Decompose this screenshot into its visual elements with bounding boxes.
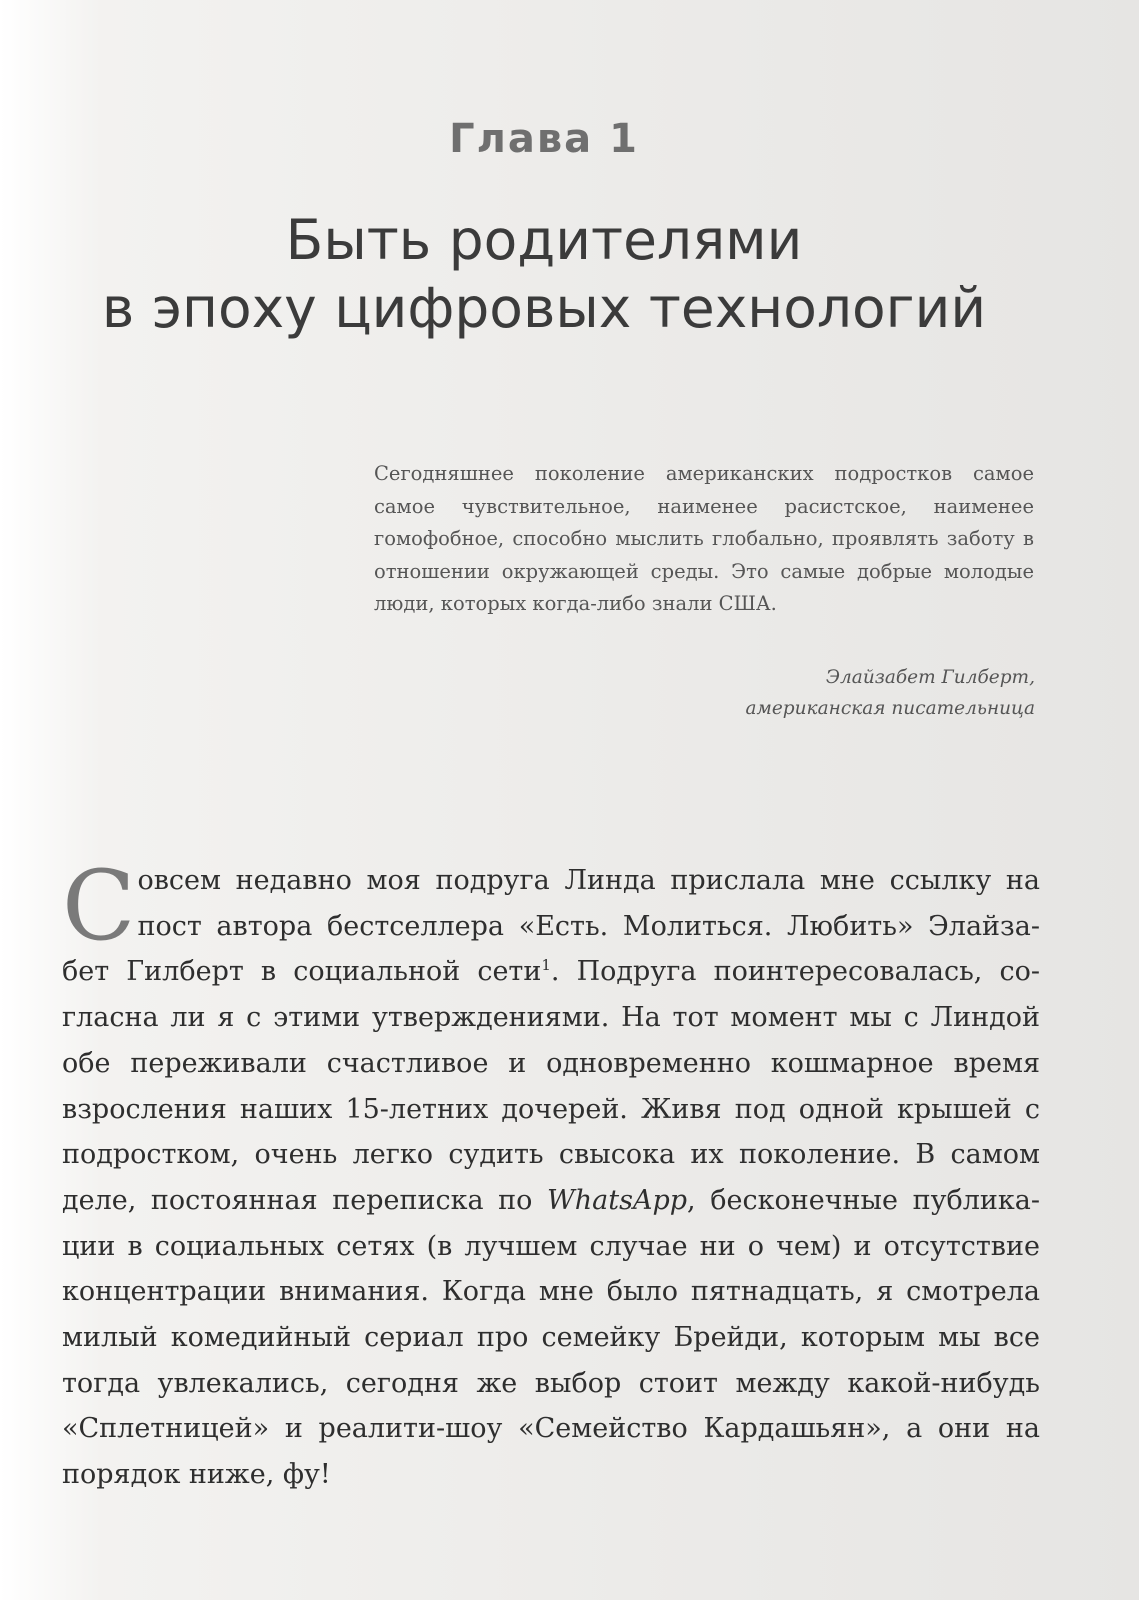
chapter-label: Глава 1 bbox=[449, 116, 639, 162]
body-text-part-2: . Подруга поинтересовалась, согласна ли я с этими утверждениями. На тот момент мы с Линдой обе переживали счастливое и одновременно кошмарное время взросления наших 15-летних дочерей. Живя под одной крышей с подростком, очень легко судить свысока их поколение. В самом деле, постоянная переписка по bbox=[62, 956, 1040, 1216]
body-text-part-3: , бесконечные публикации в социальных сетях (в лучшем случае ни о чем) и отсутствие концентрации внимания. Когда мне было пятнадцать, я смотрела милый комедийный сериал про семейку Брейди, которым мы все тогда увлекались, сегодня же выбор стоит между какой-нибудь «Сплетницей» и реалити-шоу «Семейство Кардашьян», а они на порядок ниже, фу! bbox=[62, 1184, 1040, 1491]
chapter-title bbox=[0, 206, 1088, 342]
chapter-title-line-1: Быть родителями bbox=[285, 208, 803, 272]
epigraph-attribution bbox=[435, 662, 1035, 724]
epigraph-quote: Сегодняшнее поколение американских подростков самое самое чувствительное, наименее расистское, наименее гомофобное, способно мыслить глобально, проявлять заботу в отношении окружающей среды. Это самые добрые молодые люди, которых когда-либо знали США. bbox=[374, 462, 1034, 615]
body-paragraph bbox=[62, 850, 1040, 1498]
epigraph-author-description: американская писательница bbox=[745, 698, 1035, 719]
body-text-part-1: овсем недавно моя подруга Линда прислала мне ссылку на пост автора бестселлера «Есть. Молиться. Любить» Элайзабет Гилберт в социальной сети bbox=[62, 865, 1040, 988]
app-name: WhatsApp bbox=[547, 1184, 688, 1216]
drop-cap: С bbox=[62, 850, 136, 962]
footnote-marker: 1 bbox=[541, 956, 551, 975]
chapter-title-line-2: в эпоху цифровых технологий bbox=[101, 276, 987, 340]
epigraph-author: Элайзабет Гилберт, bbox=[825, 667, 1035, 688]
